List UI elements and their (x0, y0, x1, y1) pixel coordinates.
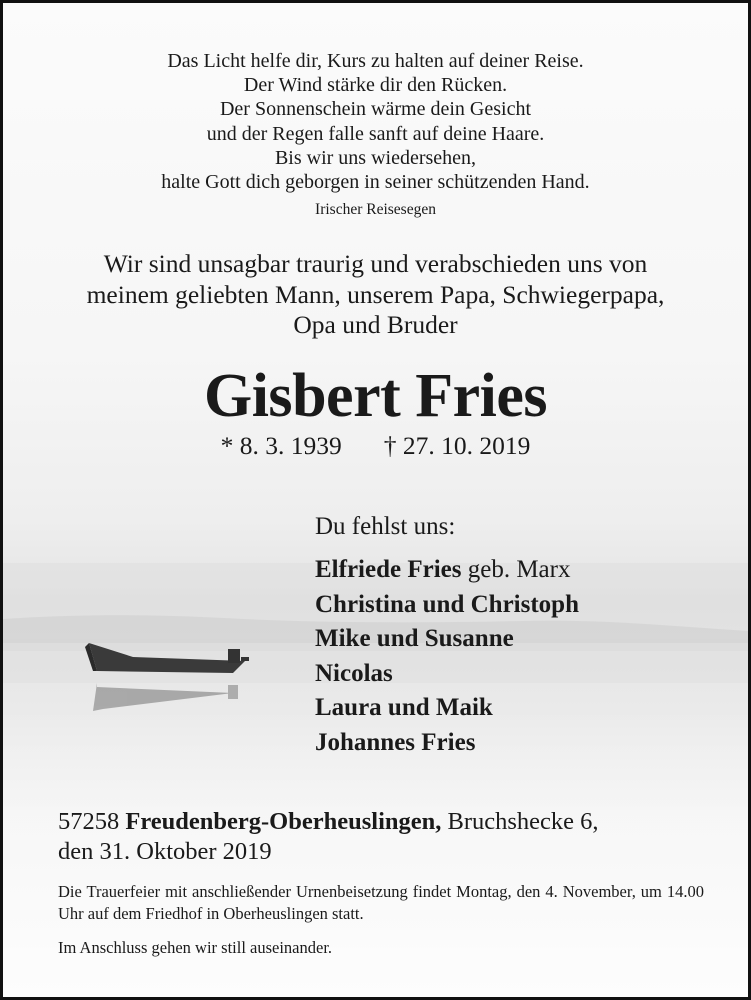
poem-line: Das Licht helfe dir, Kurs zu halten auf deiner Reise. (167, 50, 584, 72)
life-dates (3, 431, 748, 461)
mourner-name: Elfriede Fries (315, 556, 462, 583)
town: Freudenberg-Oberheuslingen, (125, 808, 442, 835)
mourners-heading: Du fehlst uns: (315, 513, 456, 540)
address-block (58, 807, 599, 867)
poem-line: Bis wir uns wiedersehen, (274, 146, 477, 169)
intro-line: Wir sind unsagbar traurig und verabschieden uns von (103, 249, 648, 278)
service-text: Die Trauerfeier mit anschließender Urnenbeisetzung findet Montag, den 4. November, um 14.00 Uhr auf dem Friedhof in Oberheuslingen statt. (58, 882, 704, 923)
mourner-name: Nicolas (315, 659, 393, 687)
mourner-entry (315, 657, 579, 692)
mourner-suffix: geb. Marx (461, 556, 571, 583)
mourner-entry (315, 622, 579, 657)
mourner-name: Johannes Fries (315, 728, 476, 756)
poem (3, 49, 748, 194)
birth-date: * 8. 3. 1939 (220, 431, 342, 460)
death-date: † 27. 10. 2019 (383, 431, 531, 460)
poem-source: Irischer Reisesegen (315, 201, 436, 218)
intro-line: meinem geliebten Mann, unserem Papa, Schwiegerpapa, (86, 279, 665, 309)
postcode: 57258 (58, 808, 126, 835)
poem-line: und der Regen falle sanft auf deine Haare. (206, 122, 545, 145)
funeral-service-info (58, 881, 704, 925)
mourner-entry (315, 588, 579, 623)
mourner-name: Mike und Susanne (315, 625, 514, 652)
poem-line: Der Wind stärke dir den Rücken. (243, 74, 508, 97)
intro-text (3, 249, 748, 341)
mourners-list (315, 511, 579, 760)
mourner-entry (315, 691, 579, 726)
poem-line: Der Sonnenschein wärme dein Gesicht (219, 98, 531, 121)
mourner-entry (315, 553, 579, 588)
intro-line: Opa und Bruder (293, 310, 458, 339)
mourner-entry (315, 726, 579, 761)
after-service-note: Im Anschluss gehen wir still auseinander. (58, 938, 333, 957)
address-line (58, 807, 599, 837)
poem-line: halte Gott dich geborgen in seiner schützenden Hand. (161, 171, 590, 194)
deceased-name: Gisbert Fries (203, 362, 547, 430)
notice-date: den 31. Oktober 2019 (58, 838, 272, 865)
mourner-name: Christina und Christoph (315, 590, 579, 618)
street: Bruchshecke 6, (441, 808, 599, 835)
mourner-name: Laura und Maik (315, 694, 493, 721)
